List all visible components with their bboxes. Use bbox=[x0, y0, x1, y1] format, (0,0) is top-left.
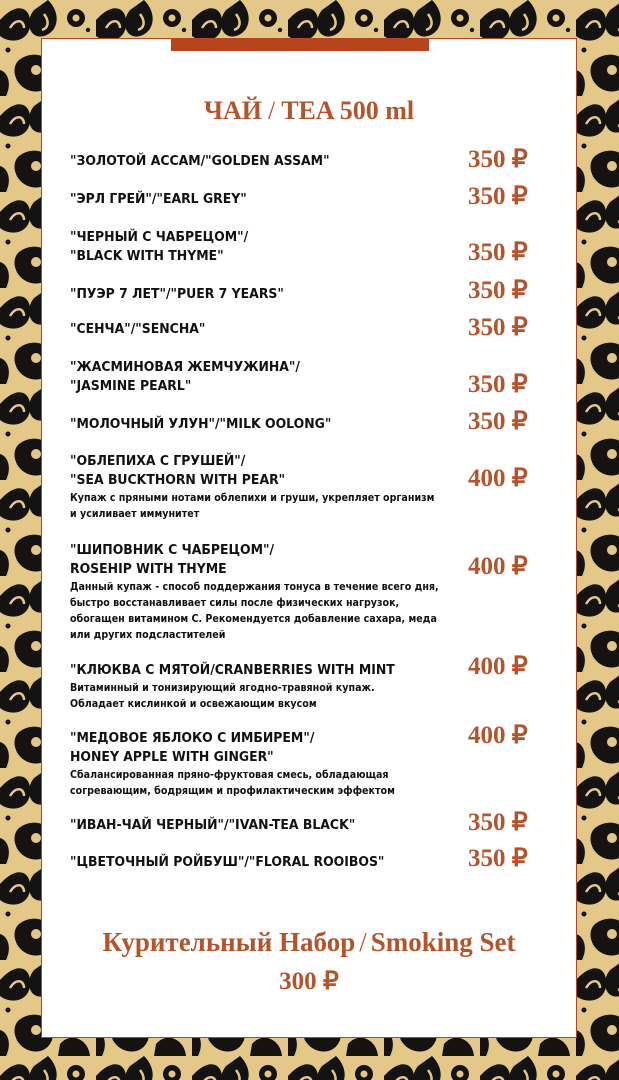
item-price: 350 ₽ bbox=[468, 809, 528, 836]
item-price: 350 ₽ bbox=[468, 277, 528, 304]
item-description: или других подсластителей bbox=[70, 629, 226, 641]
item-name: "СЕНЧА"/"SENCHA" bbox=[70, 322, 206, 337]
menu-item-sea-buckthorn bbox=[70, 452, 470, 522]
item-price: 400 ₽ bbox=[468, 465, 528, 492]
top-accent-bar bbox=[171, 39, 429, 51]
item-price: 350 ₽ bbox=[468, 408, 528, 435]
item-name: "ШИПОВНИК С ЧАБРЕЦОМ"/ bbox=[70, 543, 275, 558]
item-description: Витаминный и тонизирующий ягодно-травяной купаж. bbox=[70, 682, 375, 694]
menu-item-sencha bbox=[70, 320, 470, 339]
item-description: Сбалансированная пряно-фруктовая смесь, обладающая bbox=[70, 769, 389, 781]
title-ru: ЧАЙ bbox=[203, 96, 262, 125]
item-name: "ЭРЛ ГРЕЙ"/"EARL GREY" bbox=[70, 192, 247, 207]
smoking-title-en: Smoking Set bbox=[370, 927, 516, 957]
title-slash: / bbox=[267, 96, 276, 125]
menu-item-floral-rooibos bbox=[70, 853, 470, 872]
menu-item-black-thyme bbox=[70, 228, 470, 266]
item-price: 350 ₽ bbox=[468, 845, 528, 872]
menu-item-earl-grey bbox=[70, 190, 470, 209]
item-name: "ПУЭР 7 ЛЕТ"/"PUER 7 YEARS" bbox=[70, 287, 284, 302]
item-price: 350 ₽ bbox=[468, 371, 528, 398]
item-price: 400 ₽ bbox=[468, 722, 528, 749]
smoking-set-price: 300 ₽ bbox=[279, 968, 339, 995]
item-price: 400 ₽ bbox=[468, 553, 528, 580]
item-description: согревающим, бодрящим и профилактическим эффектом bbox=[70, 785, 395, 797]
smoking-title-slash: / bbox=[359, 927, 367, 957]
item-name: "ЦВЕТОЧНЫЙ РОЙБУШ"/"FLORAL ROOIBOS" bbox=[70, 855, 385, 870]
item-name: "ЖАСМИНОВАЯ ЖЕМЧУЖИНА"/ bbox=[70, 360, 300, 375]
menu-item-cranberry-mint bbox=[70, 661, 470, 712]
item-description: быстро восстанавливает силы после физических нагрузок, bbox=[70, 597, 400, 609]
smoking-title-ru: Курительный Набор bbox=[102, 927, 356, 957]
menu-item-ivan-tea bbox=[70, 816, 470, 835]
item-price: 400 ₽ bbox=[468, 653, 528, 680]
item-description: обогащен витамином С. Рекомендуется добавление сахара, меда bbox=[70, 613, 437, 625]
menu-item-milk-oolong bbox=[70, 415, 470, 434]
item-name-en: "SEA BUCKTHORN WITH PEAR" bbox=[70, 473, 286, 488]
item-price: 350 ₽ bbox=[468, 183, 528, 210]
item-name: "МЕДОВОЕ ЯБЛОКО С ИМБИРЕМ"/ bbox=[70, 731, 315, 746]
item-description: Обладает кислинкой и освежающим вкусом bbox=[70, 698, 317, 710]
item-description: Купаж с пряными нотами облепихи и груши, укрепляет организм bbox=[70, 492, 435, 504]
item-description: и усиливает иммунитет bbox=[70, 508, 200, 520]
menu-item-golden-assam bbox=[70, 152, 470, 171]
item-price: 350 ₽ bbox=[468, 146, 528, 173]
item-name: "ОБЛЕПИХА С ГРУШЕЙ"/ bbox=[70, 454, 246, 469]
item-name: "ЗОЛОТОЙ АССАМ/"GOLDEN ASSAM" bbox=[70, 154, 330, 169]
item-name: "КЛЮКВА С МЯТОЙ/CRANBERRIES WITH MINT bbox=[70, 663, 395, 678]
item-price: 350 ₽ bbox=[468, 239, 528, 266]
item-name-en: HONEY APPLE WITH GINGER" bbox=[70, 750, 274, 765]
item-name: "ЧЕРНЫЙ С ЧАБРЕЦОМ"/ bbox=[70, 230, 249, 245]
menu-item-jasmine-pearl bbox=[70, 358, 470, 396]
smoking-set-title bbox=[41, 927, 577, 958]
menu-item-rosehip-thyme bbox=[70, 541, 470, 643]
menu-item-puer bbox=[70, 285, 470, 304]
tea-section-title bbox=[41, 96, 577, 126]
item-name-en: "JASMINE PEARL" bbox=[70, 379, 192, 394]
item-name: "МОЛОЧНЫЙ УЛУН"/"MILK OOLONG" bbox=[70, 417, 332, 432]
menu-item-honey-apple bbox=[70, 729, 470, 799]
item-price: 350 ₽ bbox=[468, 314, 528, 341]
title-en: TEA 500 ml bbox=[281, 96, 415, 125]
item-description: Данный купаж - способ поддержания тонуса в течение всего дня, bbox=[70, 581, 439, 593]
item-name-en: "BLACK WITH THYME" bbox=[70, 249, 224, 264]
item-name-en: ROSEHIP WITH THYME bbox=[70, 562, 227, 577]
item-name: "ИВАН-ЧАЙ ЧЕРНЫЙ"/"IVAN-TEA BLACK" bbox=[70, 818, 356, 833]
